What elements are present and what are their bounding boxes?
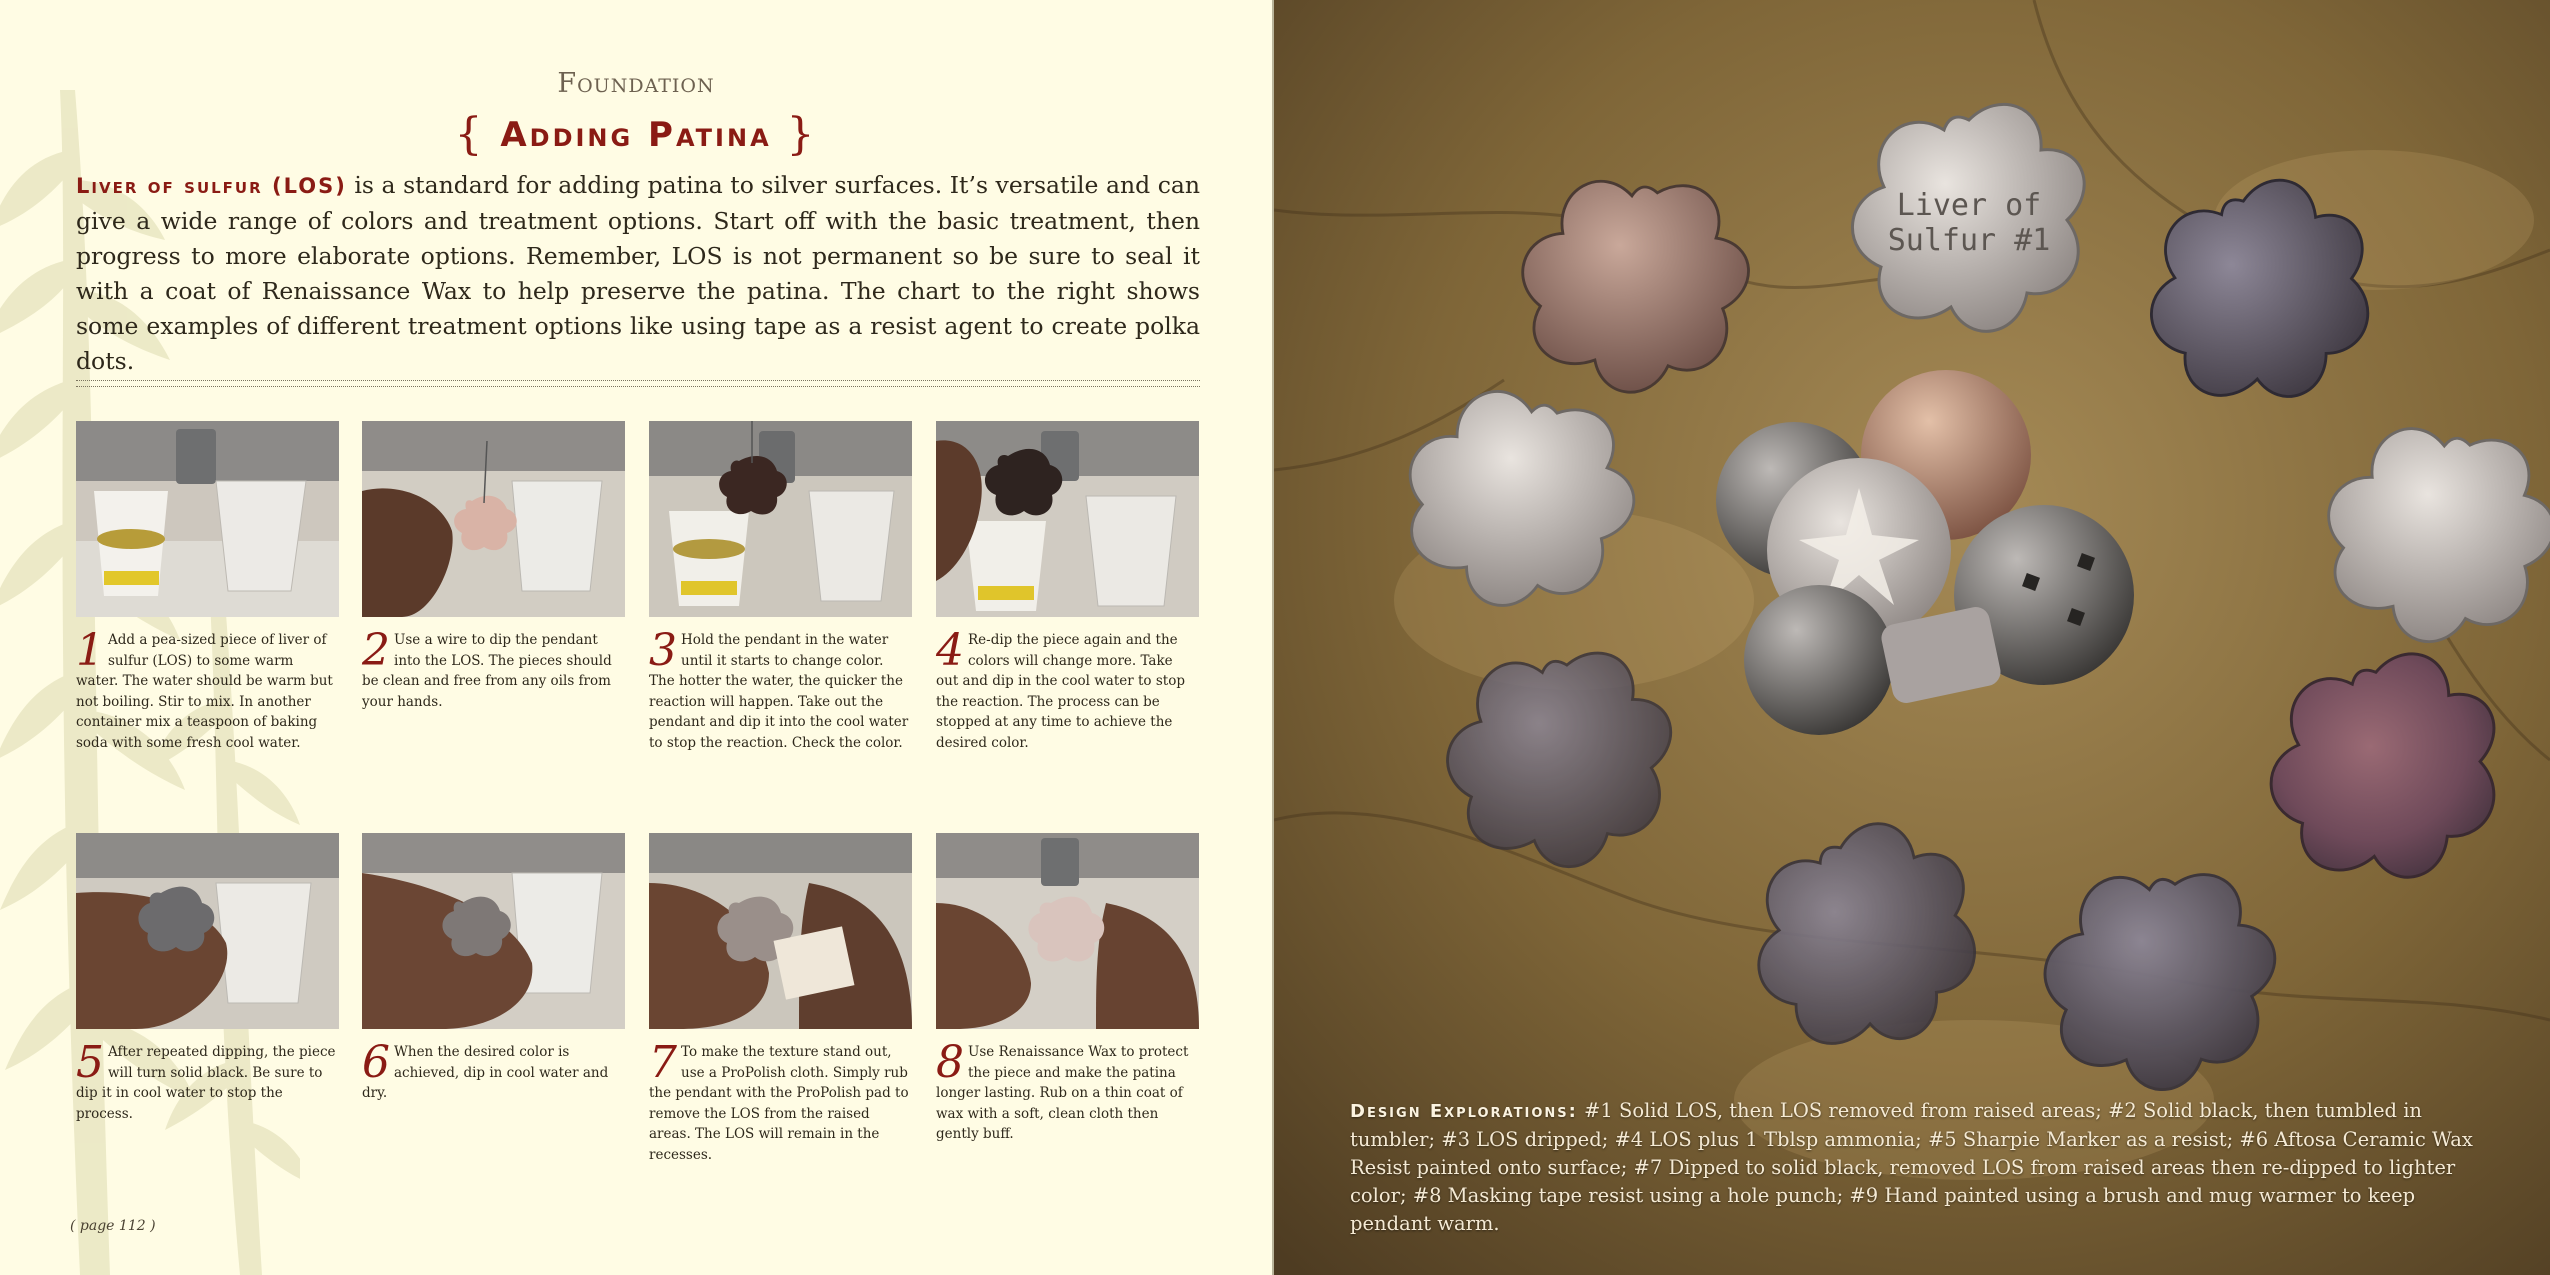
step-photo-6 (362, 833, 625, 1029)
step-photo-2 (362, 421, 625, 617)
page-number: ( page 112 ) (70, 1218, 156, 1234)
step-text: To make the texture stand out, use a ProPolish cloth. Simply rub the pendant with the ProPolish pad to remove the LOS from the raised areas. The LOS will remain in the recesses. (649, 1044, 909, 1163)
step-number: 2 (362, 625, 390, 676)
chapter-heading (0, 68, 1272, 160)
left-page (0, 0, 1274, 1275)
design-explorations-caption (1350, 1097, 2485, 1238)
intro-body: is a standard for adding patina to silver surfaces. It’s versatile and can give a wide range of colors and treatment options. Start off with the basic treatment, then progress to more elaborate options. Remember, LOS is not permanent so be sure to seal it with a coat of Renaissance Wax to help preserve the patina. The chart to the right shows some examples of different treatment options like using tape as a resist agent to create polka dots. (76, 171, 1200, 375)
step-caption-3 (649, 625, 912, 753)
step-text: Hold the pendant in the water until it starts to change color. The hotter the water, the quicker the reaction will happen. Take out the pendant and dip it into the cool water to stop the reaction. Check the color. (649, 632, 909, 751)
step-photo-7 (649, 833, 912, 1029)
section-kicker: Foundation (557, 68, 715, 99)
step-text: Use Renaissance Wax to protect the piece and make the patina longer lasting. Rub on a thin coat of wax with a soft, clean cloth then gently buff. (936, 1044, 1189, 1142)
title-brace-close: } (786, 109, 818, 160)
right-page-photo (1274, 0, 2550, 1275)
step-caption-7 (649, 1037, 912, 1165)
step-number: 3 (649, 625, 677, 676)
step-number: 8 (936, 1037, 964, 1088)
step-text: Use a wire to dip the pendant into the LOS. The pieces should be clean and free from any oils from your hands. (362, 632, 612, 710)
step-caption-6 (362, 1037, 625, 1104)
step-text: Re-dip the piece again and the colors will change more. Take out and dip in the cool water to stop the reaction. The process can be stopped at any time to achieve the desired color. (936, 632, 1185, 751)
pendant-photo (1274, 0, 2550, 1275)
page-title (0, 109, 1272, 160)
intro-lead: Liver of sulfur (LOS) (76, 174, 347, 198)
step-number: 5 (76, 1037, 104, 1088)
step-caption-1 (76, 625, 339, 753)
step-photo-1 (76, 421, 339, 617)
caption-body: #1 Solid LOS, then LOS removed from raised areas; #2 Solid black, then tumbled in tumbler; #3 LOS dripped; #4 LOS plus 1 Tblsp ammonia; #5 Sharpie Marker as a resist; #6 Aftosa Ceramic Wax Resist painted onto surface; #7 Dipped to solid black, removed LOS from raised areas then re-dipped to lighter color; #8 Masking tape resist using a hole punch; #9 Hand painted using a brush and mug warmer to keep pendant warm. (1350, 1099, 2473, 1235)
step-caption-2 (362, 625, 625, 712)
step-number: 6 (362, 1037, 390, 1088)
page-title-text: Adding Patina (500, 115, 772, 155)
step-caption-4 (936, 625, 1199, 753)
dotted-divider (76, 380, 1200, 387)
step-caption-5 (76, 1037, 339, 1124)
step-text: Add a pea-sized piece of liver of sulfur (LOS) to some warm water. The water should be warm but not boiling. Stir to mix. In another container mix a teaspoon of baking soda with some fresh cool water. (76, 632, 333, 751)
step-photo-8 (936, 833, 1199, 1029)
step-number: 4 (936, 625, 964, 676)
step-photo-5 (76, 833, 339, 1029)
step-number: 1 (76, 625, 104, 676)
stamp-line-2: Sulfur #1 (1887, 223, 2051, 258)
step-text: After repeated dipping, the piece will turn solid black. Be sure to dip it in cool water to stop the process. (76, 1044, 336, 1122)
step-number: 7 (649, 1037, 677, 1088)
intro-paragraph (76, 168, 1200, 379)
title-brace-open: { (454, 109, 486, 160)
caption-lead: Design Explorations: (1350, 1101, 1578, 1122)
step-text: When the desired color is achieved, dip in cool water and dry. (362, 1044, 609, 1101)
step-caption-8 (936, 1037, 1199, 1145)
step-photo-3 (649, 421, 912, 617)
step-photo-4 (936, 421, 1199, 617)
stamp-line-1: Liver of (1896, 188, 2042, 223)
